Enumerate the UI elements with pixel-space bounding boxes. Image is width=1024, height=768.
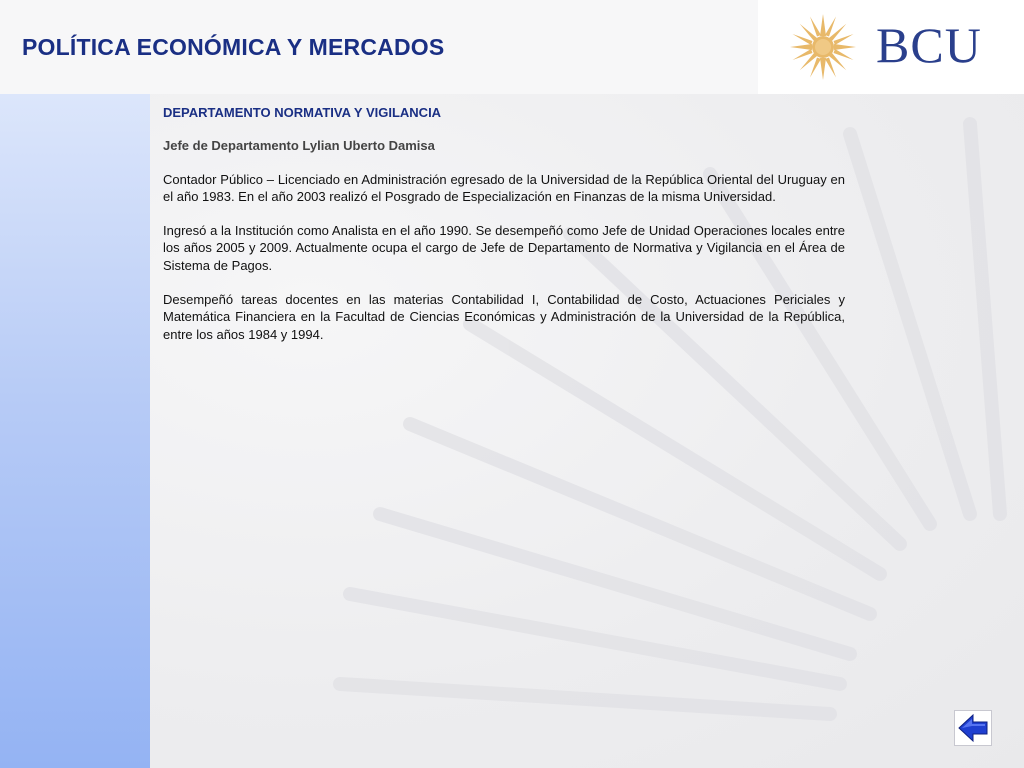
page-title: POLÍTICA ECONÓMICA Y MERCADOS (22, 34, 445, 60)
logo-text: BCU (876, 17, 982, 73)
back-arrow-icon (957, 713, 989, 743)
department-chief: Jefe de Departamento Lylian Uberto Damisa (163, 138, 435, 154)
paragraph-career: Ingresó a la Institución como Analista en el año 1990. Se desempeñó como Jefe de Unidad Operaciones locales entre los años 2005 y 2009. Actualmente ocupa el cargo de Jefe de Departamento de Normativa y Vigilancia en el Área de Sistema de Pagos. (163, 223, 845, 273)
back-button[interactable] (954, 710, 992, 746)
department-heading: DEPARTAMENTO NORMATIVA Y VIGILANCIA (163, 105, 442, 120)
left-sidebar-bar (0, 94, 150, 768)
sun-icon (788, 12, 858, 82)
main-content (163, 104, 845, 360)
paragraph-teaching: Desempeñó tareas docentes en las materias Contabilidad I, Contabilidad de Costo, Actuaciones Periciales y Matemática Financiera en la Facultad de Ciencias Económicas y Administración de la Universidad de la República, entre los años 1984 y 1994. (163, 292, 845, 342)
paragraph-education: Contador Público – Licenciado en Administración egresado de la Universidad de la República Oriental del Uruguay en el año 1983. En el año 2003 realizó el Posgrado de Especialización en Finanzas de la misma Universidad. (163, 171, 845, 204)
